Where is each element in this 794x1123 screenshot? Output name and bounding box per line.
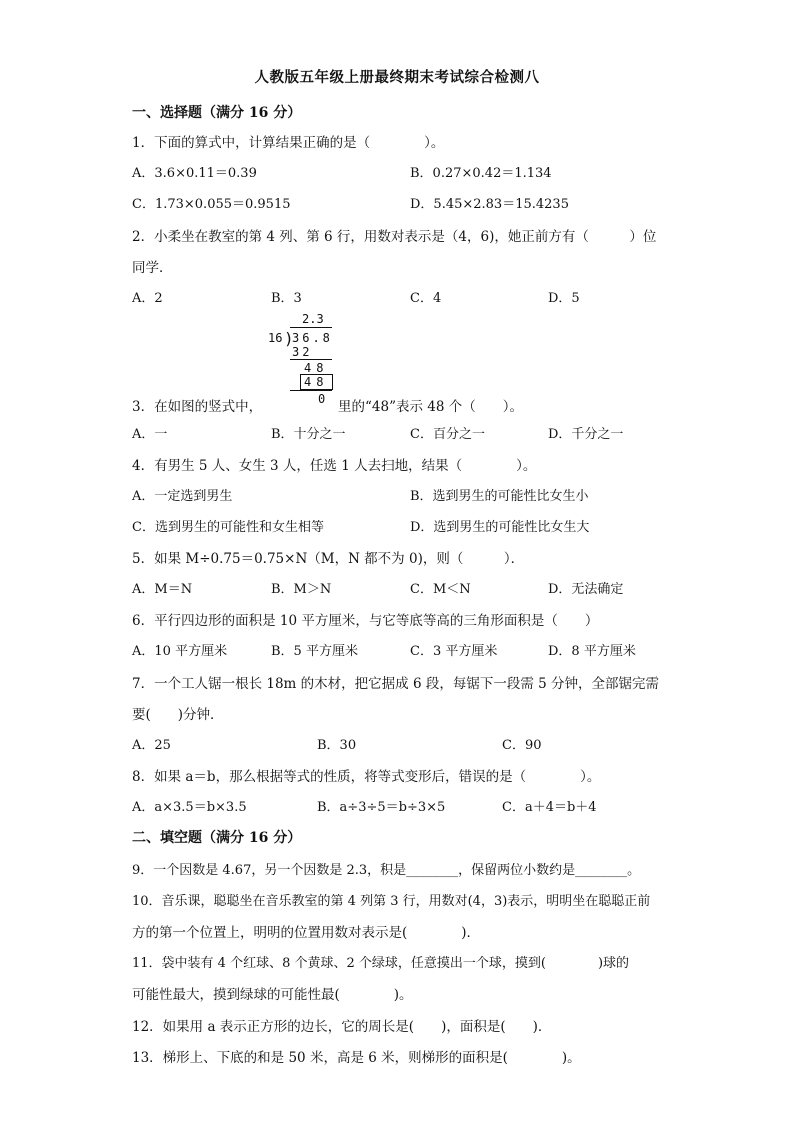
question-4-stem: 4．有男生 5 人、女生 3 人，任选 1 人去扫地，结果（ ）。 bbox=[132, 458, 537, 474]
question-5-option-c: C．M＜N bbox=[410, 582, 471, 597]
question-7-option-b: B．30 bbox=[317, 738, 357, 753]
question-4-option-a: A．一定选到男生 bbox=[132, 489, 233, 504]
question-8-option-a: A．a×3.5＝b×3.5 bbox=[132, 800, 247, 815]
question-3-option-a: A．一 bbox=[132, 427, 168, 442]
division-partial-product-1: 32 bbox=[292, 345, 313, 359]
division-quotient: 2.3 bbox=[302, 312, 324, 326]
question-4-option-b: B．选到男生的可能性比女生小 bbox=[410, 489, 589, 504]
question-8-stem: 8．如果 a＝b，那么根据等式的性质，将等式变形后，错误的是（ ）。 bbox=[132, 769, 601, 785]
section-heading-fill-in: 二、填空题（满分 16 分） bbox=[132, 830, 302, 846]
question-5-option-a: A．M＝N bbox=[132, 582, 193, 597]
question-7-option-c: C．90 bbox=[502, 738, 542, 753]
division-rule-2 bbox=[290, 390, 332, 391]
question-2-option-d: D．5 bbox=[548, 291, 580, 306]
question-6-option-d: D．8 平方厘米 bbox=[548, 644, 636, 659]
division-rule-1 bbox=[290, 359, 332, 360]
question-6-option-c: C．3 平方厘米 bbox=[410, 644, 498, 659]
question-12: 12．如果用 a 表示正方形的边长，它的周长是( )，面积是( )． bbox=[132, 1019, 552, 1035]
question-7-option-a: A．25 bbox=[132, 738, 171, 753]
question-3-option-c: C．百分之一 bbox=[410, 427, 485, 442]
question-1-option-a: A．3.6×0.11＝0.39 bbox=[132, 166, 257, 181]
question-10-line-2: 方的第一个位置上，明明的位置用数对表示是( )． bbox=[132, 925, 481, 941]
question-8-option-b: B．a÷3÷5＝b÷3×5 bbox=[317, 800, 446, 815]
question-8-option-c: C．a＋4＝b＋4 bbox=[502, 800, 597, 815]
question-6-option-a: A．10 平方厘米 bbox=[132, 644, 228, 659]
question-11-line-1: 11．袋中装有 4 个红球、8 个黄球、2 个绿球，任意摸出一个球，摸到( )球的 bbox=[132, 956, 630, 971]
division-remainder: 0 bbox=[318, 392, 326, 406]
division-bracket-top bbox=[290, 327, 332, 328]
question-13: 13．梯形上、下底的和是 50 米，高是 6 米，则梯形的面积是( )。 bbox=[132, 1050, 581, 1066]
question-2-stem-line-2: 同学． bbox=[132, 260, 173, 276]
page-title: 人教版五年级上册最终期末考试综合检测八 bbox=[254, 69, 540, 86]
question-4-option-d: D．选到男生的可能性比女生大 bbox=[410, 520, 590, 535]
question-2-option-a: A．2 bbox=[132, 291, 163, 306]
question-5-option-b: B．M＞N bbox=[271, 582, 332, 597]
question-9: 9．一个因数是 4.67，另一个因数是 2.3，积是________，保留两位小数约是________。 bbox=[132, 863, 641, 878]
question-5-option-d: D．无法确定 bbox=[548, 582, 624, 597]
question-2-stem-line-1: 2．小柔坐在教室的第 4 列、第 6 行，用数对表示是（4，6)，她正前方有（ ）位 bbox=[132, 229, 657, 245]
question-5-stem: 5．如果 M÷0.75＝0.75×N（M，N 都不为 0)，则（ ）． bbox=[132, 551, 525, 567]
question-6-stem: 6．平行四边形的面积是 10 平方厘米，与它等底等高的三角形面积是（ ） bbox=[132, 613, 599, 629]
division-dividend: 36.8 bbox=[292, 331, 333, 345]
division-bracket-curve: ) bbox=[284, 329, 294, 348]
question-3-option-d: D．千分之一 bbox=[548, 427, 624, 442]
question-3-stem-end: 里的“48”表示 48 个（ ）。 bbox=[338, 399, 523, 415]
question-1-stem: 1．下面的算式中，计算结果正确的是（ ）。 bbox=[132, 135, 445, 151]
question-3-stem-start: 3．在如图的竖式中， bbox=[132, 399, 263, 415]
question-2-option-b: B．3 bbox=[271, 291, 302, 306]
question-10-line-1: 10．音乐课，聪聪坐在音乐教室的第 4 列第 3 行，用数对(4，3)表示，明明坐在聪聪正前 bbox=[132, 894, 651, 909]
question-1-option-b: B．0.27×0.42＝1.134 bbox=[410, 166, 552, 181]
question-2-option-c: C．4 bbox=[410, 291, 442, 306]
long-division-figure bbox=[262, 312, 342, 408]
division-divisor: 16 bbox=[268, 331, 283, 345]
question-3-option-b: B．十分之一 bbox=[271, 427, 346, 442]
question-7-stem-line-2: 要( )分钟． bbox=[132, 707, 224, 723]
division-partial-product-2: 48 bbox=[304, 375, 329, 389]
question-1-option-c: C．1.73×0.055＝0.9515 bbox=[132, 197, 291, 212]
division-partial-remainder: 48 bbox=[304, 361, 329, 375]
question-4-option-c: C．选到男生的可能性和女生相等 bbox=[132, 520, 324, 535]
question-6-option-b: B．5 平方厘米 bbox=[271, 644, 358, 659]
section-heading-choice: 一、选择题（满分 16 分） bbox=[132, 105, 302, 121]
question-11-line-2: 可能性最大，摸到绿球的可能性最( )。 bbox=[132, 987, 413, 1003]
question-1-option-d: D．5.45×2.83＝15.4235 bbox=[410, 197, 569, 212]
question-7-stem-line-1: 7．一个工人锯一根长 18m 的木材，把它据成 6 段，每锯下一段需 5 分钟，全部锯完需 bbox=[132, 676, 659, 692]
